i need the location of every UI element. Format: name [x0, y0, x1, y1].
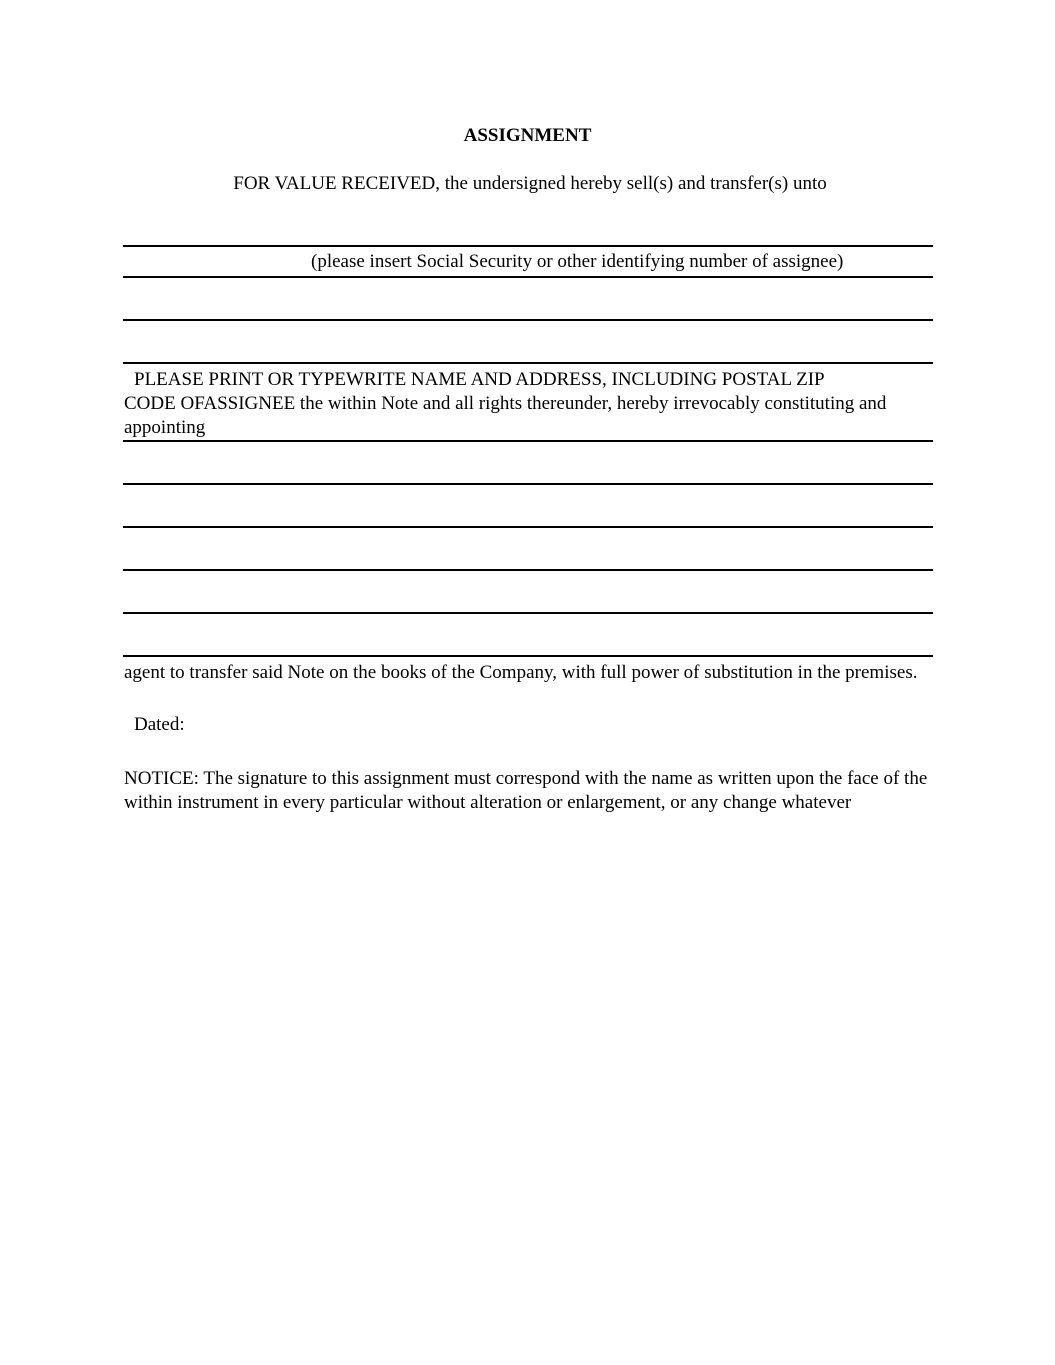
print-instruction-line-1: PLEASE PRINT OR TYPEWRITE NAME AND ADDRESS, INCLUDING POSTAL ZIP — [134, 369, 825, 390]
notice-text: NOTICE: The signature to this assignment must correspond with the name as written upon the face of the within instrument in every particular without alteration or enlargement, or any change whatever — [124, 768, 928, 813]
assignee-name-line-2[interactable] — [123, 319, 933, 321]
assignee-name-line-1[interactable] — [123, 276, 933, 278]
print-instruction — [124, 368, 936, 440]
attorney-line-6[interactable] — [123, 655, 933, 657]
attorney-line-5[interactable] — [123, 612, 933, 614]
assignee-id-line[interactable] — [123, 245, 933, 247]
agent-text: agent to transfer said Note on the books of the Company, with full power of substitution in the premises. — [124, 662, 918, 683]
intro-text: FOR VALUE RECEIVED, the undersigned hereby sell(s) and transfer(s) unto — [233, 173, 827, 194]
dated-label: Dated: — [134, 714, 185, 735]
attorney-line-3[interactable] — [123, 526, 933, 528]
attorney-line-4[interactable] — [123, 569, 933, 571]
attorney-line-1[interactable] — [123, 440, 933, 442]
print-instruction-rest: CODE OFASSIGNEE the within Note and all rights thereunder, hereby irrevocably constituting and appointing — [124, 393, 887, 438]
document-title: ASSIGNMENT — [463, 125, 592, 146]
assignee-name-line-3[interactable] — [123, 362, 933, 364]
attorney-line-2[interactable] — [123, 483, 933, 485]
ssn-instruction: (please insert Social Security or other identifying number of assignee) — [311, 251, 844, 272]
